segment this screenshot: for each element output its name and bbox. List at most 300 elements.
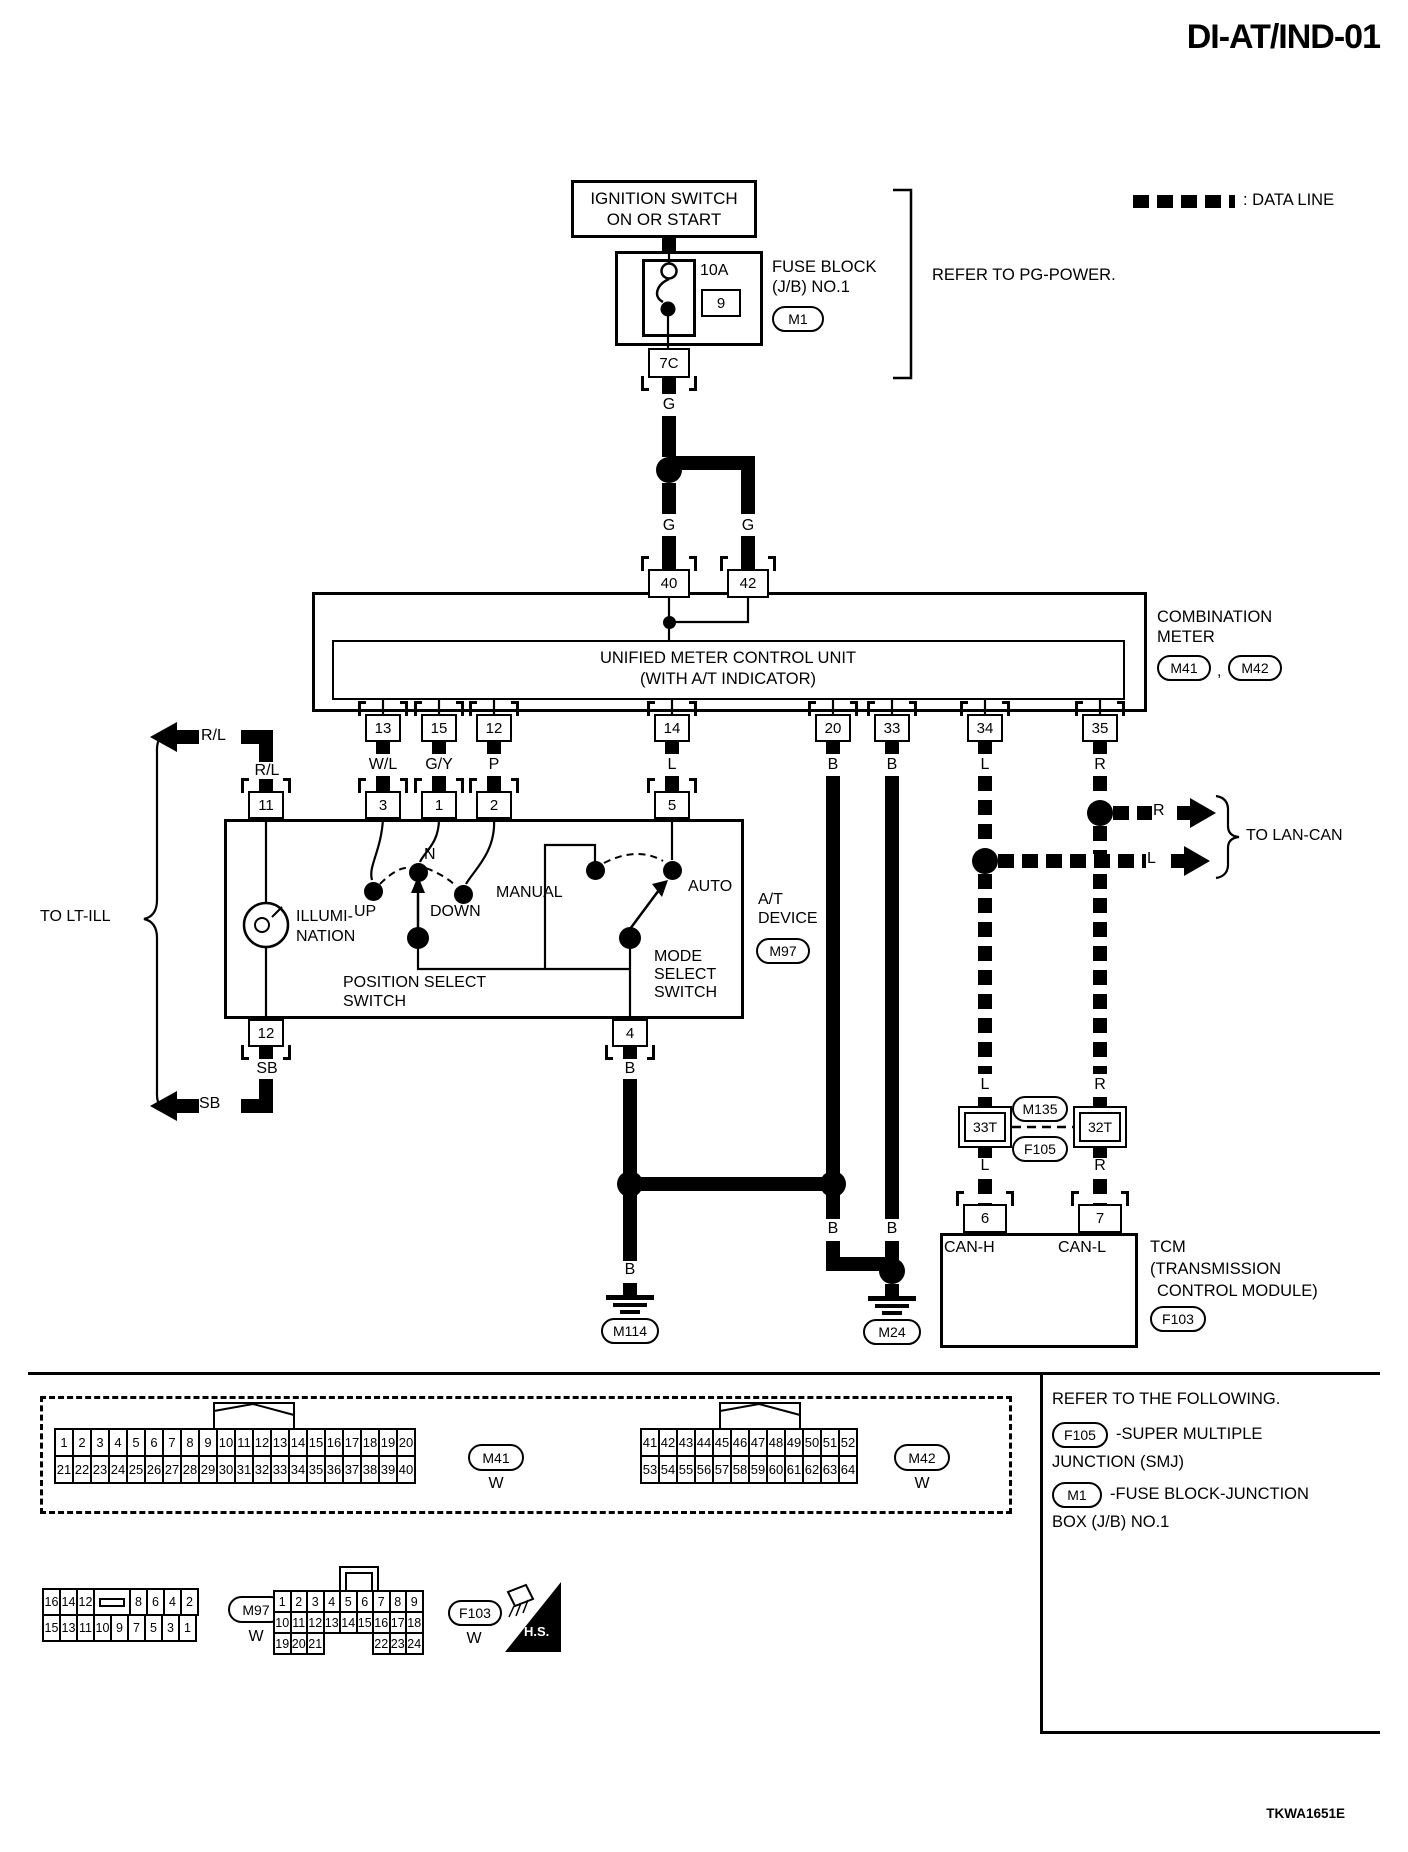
junction-dot (409, 863, 428, 882)
wire-label-l34: L (980, 756, 990, 773)
connector-42: 42 (727, 569, 769, 598)
connector-ear-lip (867, 701, 875, 704)
meter-code-sep: , (1217, 663, 1222, 680)
wire (259, 1047, 273, 1059)
connector-code-m97: M97 (756, 938, 810, 964)
pin-cell: 5 (339, 1590, 358, 1613)
pin-cell: 15 (42, 1614, 61, 1642)
pin-cell: 15 (356, 1611, 375, 1634)
wire (376, 742, 390, 754)
pin-cell: 31 (234, 1455, 254, 1484)
pin-cell: 28 (180, 1455, 200, 1484)
junction-dot (454, 885, 473, 904)
pin-cell: 12 (76, 1588, 95, 1616)
connector-ear-lip (400, 701, 408, 704)
connector-ear-lip (456, 701, 464, 704)
pin-cell: 19 (378, 1428, 398, 1457)
page-title: DI-AT/IND-01 (1186, 18, 1380, 56)
connector-ear-lip (511, 701, 519, 704)
connector-ear-lip (283, 1057, 291, 1060)
pin-cell: 18 (405, 1611, 424, 1634)
ground-bar (620, 1310, 640, 1314)
wire-label-b33: B (886, 756, 898, 773)
connector-ear-lip (850, 701, 858, 704)
view-color-m41: W (488, 1475, 504, 1492)
illumination-label2: NATION (296, 928, 356, 945)
wire (1093, 742, 1107, 754)
connector-ear-lip (689, 701, 697, 704)
pin-cell: 19 (273, 1632, 292, 1655)
pin-cell: 22 (72, 1455, 92, 1484)
connector-code-f105: F105 (1012, 1136, 1068, 1162)
mode-select-label2: SELECT (654, 966, 717, 983)
pin-cell: 24 (108, 1455, 128, 1484)
pin-cell: 10 (273, 1611, 292, 1634)
wire (1177, 806, 1190, 820)
pin-slot (93, 1588, 131, 1616)
pin-cell: 8 (389, 1590, 408, 1613)
wire (885, 1284, 899, 1296)
pin-cell: 52 (838, 1428, 858, 1457)
contact-n-label: N (424, 846, 436, 863)
pin-cell: 1 (273, 1590, 292, 1613)
pin-cell: 49 (784, 1428, 804, 1457)
wire-label-b_20low: B (827, 1220, 839, 1237)
wire-label-sb_wire: SB (256, 1060, 278, 1077)
connector-ear-lip (647, 778, 655, 781)
connector-ear-lip (909, 701, 917, 704)
wire (662, 483, 676, 514)
pin-cell: 22 (372, 1632, 391, 1655)
wire-label-l: L (1147, 850, 1156, 867)
wire (1113, 806, 1129, 820)
connector-ear-lip (1075, 701, 1083, 704)
pin-cell: 5 (144, 1614, 163, 1642)
pin-cell: 8 (180, 1428, 200, 1457)
separator-line (28, 1372, 1380, 1375)
pin-cell: 23 (389, 1632, 408, 1655)
ground-bar (868, 1296, 916, 1301)
pin-cell: 3 (306, 1590, 325, 1613)
pin-cell: 16 (324, 1428, 344, 1457)
connector-12: 12 (476, 714, 512, 742)
junction-dot (879, 1258, 905, 1284)
wire-label-l_mid: L (980, 1157, 990, 1174)
pin-cell: 60 (766, 1455, 786, 1484)
view-color-m42: W (914, 1475, 930, 1492)
connector-ear-lip (956, 1191, 964, 1194)
pin-cell: 11 (234, 1428, 254, 1457)
pin-cell: 33 (270, 1455, 290, 1484)
m41-pin-grid (54, 1428, 416, 1484)
contact-manual-label: MANUAL (496, 884, 563, 901)
pin-cell: 12 (306, 1611, 325, 1634)
pin-cell: 5 (126, 1428, 146, 1457)
junction-dot (1087, 800, 1113, 826)
connector-code-m41: M41 (1157, 655, 1211, 681)
illumination-label1: ILLUMI- (296, 908, 353, 925)
pin-cell: 64 (838, 1455, 858, 1484)
data-line-wire (978, 874, 992, 1074)
to-lan-can-label: TO LAN-CAN (1246, 827, 1343, 844)
pin-cell: 6 (356, 1590, 375, 1613)
junction-dot (656, 457, 682, 483)
data-line-wire (978, 1179, 992, 1204)
pin-cell: 27 (162, 1455, 182, 1484)
pin-cell: 11 (76, 1614, 95, 1642)
to-lt-ill-label: TO LT-ILL (40, 908, 111, 925)
pin-cell: 61 (784, 1455, 804, 1484)
position-select-label2: SWITCH (343, 993, 407, 1010)
wire-label-r_mid: R (1094, 1157, 1106, 1174)
pin-cell: 25 (126, 1455, 146, 1484)
connector-2: 2 (476, 791, 512, 819)
connector-ear-lip (641, 556, 649, 559)
pin-cell: 13 (323, 1611, 342, 1634)
wire-label-r: R (1153, 802, 1165, 819)
arrow-right-l-icon (1184, 846, 1210, 876)
ignition-line2: ON OR START (606, 210, 722, 229)
pin-cell: 48 (766, 1428, 786, 1457)
wire-label-gy: G/Y (425, 756, 453, 773)
ref-code-f105: F105 (1052, 1422, 1108, 1448)
junction-dot (364, 882, 383, 901)
connector-ear-lip (358, 701, 366, 704)
connector-ear-lip (647, 701, 655, 704)
pin-row (640, 1455, 858, 1484)
connector-4: 4 (612, 1019, 648, 1047)
connector-40: 40 (648, 569, 690, 598)
meter-name2: METER (1157, 628, 1215, 646)
arrow-left-rl-icon (150, 722, 177, 752)
pin-cell: 9 (405, 1590, 424, 1613)
wire (665, 742, 679, 754)
wire-label-b_m114: B (624, 1261, 636, 1278)
wire (623, 1283, 637, 1295)
wire (177, 1099, 199, 1113)
pin-row (42, 1588, 199, 1616)
pin-cell: 41 (640, 1428, 660, 1457)
wire (241, 1099, 273, 1113)
wire (885, 742, 899, 754)
connector-ear-lip (720, 556, 728, 559)
f103-tab-inner (345, 1572, 373, 1592)
pin-cell: 7 (372, 1590, 391, 1613)
pin-row (640, 1428, 858, 1457)
unified-meter-control-box (332, 640, 1125, 700)
wire (662, 378, 676, 394)
pin-cell: 53 (640, 1455, 660, 1484)
pin-row (273, 1611, 424, 1634)
ref-f105-text2: JUNCTION (SMJ) (1052, 1453, 1184, 1471)
ground-bar (606, 1295, 654, 1300)
pin-cell: 13 (59, 1614, 78, 1642)
connector-6: 6 (963, 1204, 1007, 1233)
junction-dot (617, 1171, 643, 1197)
tcm-can-h: CAN-H (944, 1239, 995, 1256)
contact-auto-label: AUTO (688, 878, 733, 895)
pin-cell: 3 (161, 1614, 180, 1642)
wire-label-r_up: R (1094, 1076, 1106, 1093)
pin-cell: 14 (59, 1588, 78, 1616)
pin-row (273, 1632, 424, 1655)
pin-cell: 46 (730, 1428, 750, 1457)
pin-cell: 36 (324, 1455, 344, 1484)
connector-code-f103: F103 (1150, 1306, 1206, 1332)
pin-cell: 9 (110, 1614, 129, 1642)
panel-bottom-line (1040, 1731, 1380, 1734)
pin-row (273, 1590, 424, 1613)
meter-line1: UNIFIED METER CONTROL UNIT (599, 649, 857, 667)
lan-can-brace (1216, 796, 1239, 878)
tcm-name1: TCM (1150, 1238, 1186, 1256)
pin-cell: 42 (658, 1428, 678, 1457)
refer-pg-power: REFER TO PG-POWER. (932, 266, 1116, 284)
connector-ear-lip (1121, 1191, 1129, 1194)
view-code-m42: M42 (894, 1444, 950, 1471)
wire (487, 776, 501, 791)
wire (826, 776, 840, 1177)
pin-cell: 7 (162, 1428, 182, 1457)
mode-select-label3: SWITCH (654, 984, 718, 1001)
wire (487, 742, 501, 754)
pin-cell: 23 (90, 1455, 110, 1484)
wire-label-p: P (488, 756, 500, 773)
connector-ear-lip (768, 556, 776, 559)
refer-following: REFER TO THE FOLLOWING. (1052, 1390, 1281, 1408)
ground-code-M114: M114 (601, 1318, 659, 1344)
pin-cell: 1 (54, 1428, 74, 1457)
ground-bar (613, 1303, 647, 1307)
view-color-f103: W (466, 1630, 482, 1647)
pin-cell: 10 (216, 1428, 236, 1457)
wire (432, 742, 446, 754)
ground-bar (882, 1311, 902, 1315)
at-device-name1: A/T (758, 891, 783, 908)
pin-cell: 14 (288, 1428, 308, 1457)
ignition-switch-box (571, 180, 757, 238)
fuse-symbol-box (642, 259, 696, 337)
f103-pin-grid (273, 1590, 424, 1655)
connector-ear-lip (283, 778, 291, 781)
pin-cell: 17 (389, 1611, 408, 1634)
connector-7C: 7C (648, 348, 690, 378)
wire (665, 776, 679, 791)
slot-bar-icon (99, 1598, 125, 1607)
contact-up-label: UP (354, 903, 377, 920)
mode-select-label1: MODE (654, 948, 702, 965)
connector-3: 3 (365, 791, 401, 819)
pin-cell: 59 (748, 1455, 768, 1484)
connector-ear-lip (1117, 701, 1125, 704)
pin-cell: 2 (72, 1428, 92, 1457)
pin-cell: 29 (198, 1455, 218, 1484)
connector-ear-lip (605, 1057, 613, 1060)
connector-ear-lip (414, 778, 422, 781)
ground-bar (875, 1304, 909, 1308)
pin-cell: 15 (306, 1428, 326, 1457)
pin-cell: 13 (270, 1428, 290, 1457)
pin-cell: 35 (306, 1455, 326, 1484)
connector-ear-lip (400, 778, 408, 781)
ground-code-M24: M24 (863, 1319, 921, 1345)
view-code-f103: F103 (448, 1600, 502, 1626)
data-line-wire (998, 854, 1146, 868)
connector-ear-lip (1071, 1191, 1079, 1194)
connector-ear-lip (689, 556, 697, 559)
connector-code-m1: M1 (772, 306, 824, 332)
junction-dot (972, 848, 998, 874)
pin-cell: 58 (730, 1455, 750, 1484)
wire-label-b_33low: B (886, 1220, 898, 1237)
pin-cell: 9 (198, 1428, 218, 1457)
connector-ear-lip (241, 778, 249, 781)
pin-cell: 17 (342, 1428, 362, 1457)
connector-code-m42: M42 (1228, 655, 1282, 681)
pin-cell: 4 (323, 1590, 342, 1613)
pin-cell: 24 (405, 1632, 424, 1655)
connector-7: 7 (1078, 1204, 1122, 1233)
wire (177, 730, 199, 744)
arrow-left-sb-icon (150, 1091, 177, 1121)
hs-triangle-icon (505, 1582, 561, 1652)
ignition-line1: IGNITION SWITCH (590, 189, 738, 208)
tcm-can-l: CAN-L (1058, 1239, 1107, 1256)
pin-cell: 18 (360, 1428, 380, 1457)
pin-cell: 4 (108, 1428, 128, 1457)
pin-cell: 57 (712, 1455, 732, 1484)
ref-m1-text1: -FUSE BLOCK-JUNCTION (1110, 1485, 1309, 1503)
pin-cell: 47 (748, 1428, 768, 1457)
m42-pin-grid (640, 1428, 858, 1484)
meter-line2: (WITH A/T INDICATOR) (640, 670, 816, 688)
m97-pin-grid (42, 1588, 199, 1642)
tcm-name2: (TRANSMISSION (1150, 1260, 1282, 1278)
pin-cell: 40 (396, 1455, 416, 1484)
wire-label-g3: G (741, 517, 755, 534)
connector-ear-lip (469, 701, 477, 704)
view-code-m97: M97 (228, 1596, 284, 1623)
wire (432, 776, 446, 791)
junction-dot (407, 927, 429, 949)
pin-cell: 11 (290, 1611, 309, 1634)
pin-cell: 34 (288, 1455, 308, 1484)
pin-cell: 6 (146, 1588, 165, 1616)
junction-dot (619, 927, 641, 949)
wire-label-b20: B (827, 756, 839, 773)
contact-down-label: DOWN (430, 903, 481, 920)
meter-name1: COMBINATION (1157, 608, 1273, 626)
junction-dot (663, 616, 676, 629)
wire (662, 416, 676, 457)
ref-m1-text2: BOX (J/B) NO.1 (1052, 1513, 1170, 1531)
at-device-name2: DEVICE (758, 910, 818, 927)
pin-cell: 6 (144, 1428, 164, 1457)
wire-label-rl_arrow: R/L (201, 727, 226, 744)
pin-cell: 21 (54, 1455, 74, 1484)
pin-cell: 14 (339, 1611, 358, 1634)
connector-ear-lip (469, 778, 477, 781)
pin-cell: 30 (216, 1455, 236, 1484)
connector-ear-lip (1002, 701, 1010, 704)
pin-cell: 21 (306, 1632, 325, 1655)
fuse-block-name2: (J/B) NO.1 (772, 278, 850, 296)
pin-cell: 16 (372, 1611, 391, 1634)
connector-ear-lip (241, 1057, 249, 1060)
wire (1171, 854, 1184, 868)
wire (623, 1079, 637, 1177)
ref-code-m1: M1 (1052, 1482, 1102, 1508)
connector-34: 34 (967, 714, 1003, 742)
data-line-wire (1093, 776, 1107, 800)
pin-cell: 54 (658, 1455, 678, 1484)
wire-label-l_up: L (980, 1076, 990, 1093)
panel-divider (1040, 1372, 1043, 1734)
data-line-legend-label: : DATA LINE (1243, 191, 1335, 209)
wire (662, 238, 676, 251)
fuse-rating: 10A (700, 262, 729, 279)
pin-cell: 2 (290, 1590, 309, 1613)
smj-connector-33T: 33T (964, 1112, 1006, 1142)
wire-label-g1: G (662, 396, 676, 413)
wire (741, 536, 755, 569)
pin-cell: 7 (127, 1614, 146, 1642)
connector-ear-lip (647, 1057, 655, 1060)
pin-cell: 32 (252, 1455, 272, 1484)
wire (376, 776, 390, 791)
pin-cell: 10 (93, 1614, 112, 1642)
pin-cell: 55 (676, 1455, 696, 1484)
pin-cell: 37 (342, 1455, 362, 1484)
connector-11: 11 (248, 791, 284, 819)
wire-label-sb_arrow: SB (199, 1095, 221, 1112)
connector-ear-lip (689, 778, 697, 781)
connector-ear-lip (960, 701, 968, 704)
wire-label-g2: G (662, 517, 676, 534)
junction-dot (663, 861, 682, 880)
fuse-number-box: 9 (701, 289, 741, 317)
position-select-label1: POSITION SELECT (343, 974, 487, 991)
wire (826, 742, 840, 754)
pin-cell: 1 (178, 1614, 197, 1642)
fuse-block-name1: FUSE BLOCK (772, 258, 877, 276)
pin-cell: 51 (820, 1428, 840, 1457)
connector-ear-lip (808, 701, 816, 704)
pin-cell: 45 (712, 1428, 732, 1457)
connector-13: 13 (365, 714, 401, 742)
wire (741, 456, 755, 514)
wire (885, 776, 899, 1219)
pin-cell: 44 (694, 1428, 714, 1457)
wire (1137, 806, 1152, 820)
pin-cell: 38 (360, 1455, 380, 1484)
wire (623, 1047, 637, 1059)
connector-14: 14 (654, 714, 690, 742)
data-line-wire (978, 776, 992, 848)
connector-5: 5 (654, 791, 690, 819)
connector-ear-lip (456, 778, 464, 781)
connector-ear-lip (689, 388, 697, 391)
wire-label-wl: W/L (368, 756, 398, 773)
pin-cell: 12 (252, 1428, 272, 1457)
view-code-m41: M41 (468, 1444, 524, 1471)
smj-connector-32T: 32T (1079, 1112, 1121, 1142)
pin-row (42, 1614, 199, 1642)
lt-ill-brace (144, 730, 174, 1114)
wire-label-l14: L (667, 756, 677, 773)
pin-cell: 39 (378, 1455, 398, 1484)
pin-cell: 2 (180, 1588, 199, 1616)
